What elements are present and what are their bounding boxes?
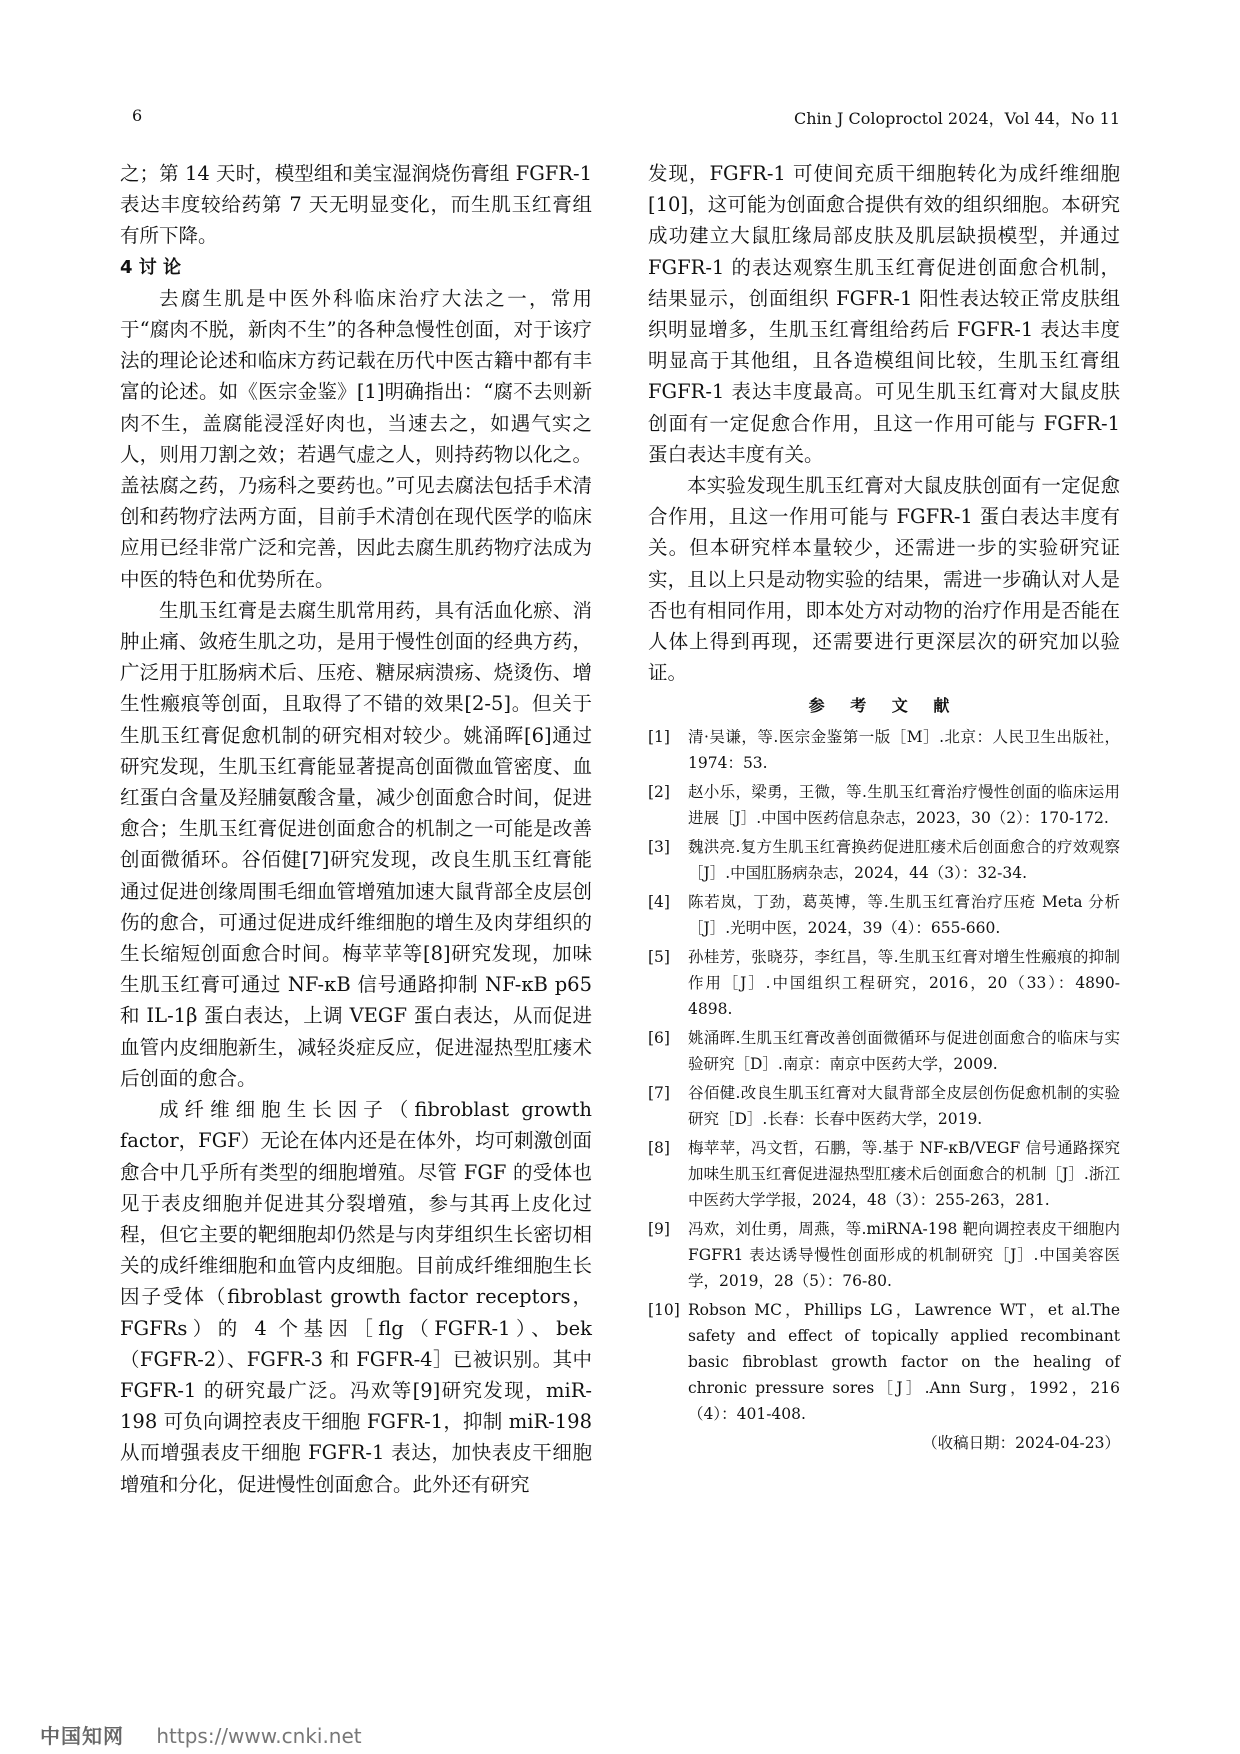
reference-text: 孙桂芳，张晓芬，李红昌，等.生肌玉红膏对增生性瘢痕的抑制作用［J］.中国组织工程研究，2016，20（33）：4890-4898. [688,948,1120,1019]
reference-text: 冯欢，刘仕勇，周燕，等.miRNA-198 靶向调控表皮干细胞内 FGFR1 表达诱导慢性创面形成的机制研究［J］.中国美容医学，2019，28（5）：76-80. [688,1220,1120,1291]
reference-item [648,834,1120,886]
received-date: （收稿日期：2024-04-23） [922,1434,1120,1453]
reference-text: 谷佰健.改良生肌玉红膏对大鼠背部全皮层创伤促愈机制的实验研究［D］.长春：长春中医药大学，2019. [688,1084,1120,1129]
page-number: 6 [132,106,143,125]
left-column [120,158,592,1528]
reference-number: [6] [648,1029,670,1048]
reference-number: [7] [648,1084,670,1103]
reference-item [648,1025,1120,1077]
footer-url[interactable]: https://www.cnki.net [156,1724,362,1748]
reference-item [648,724,1120,776]
paragraph: 成纤维细胞生长因子（fibroblast growth factor，FGF）无论在体内还是在体外，均可刺激创面愈合中几乎所有类型的细胞增殖。尽管 FGF 的受体也见于表皮细胞并促进其分裂增殖，参与其再上皮化过程，但它主要的靶细胞却仍然是与肉芽组织生长密切相关的成纤维细胞和血管内皮细胞。目前成纤维细胞生长因子受体（fibroblast growth factor receptors，FGFRs）的 4 个基因［flg（FGFR-1）、bek（FGFR-2）、FGFR-3 和 FGFR-4］已被识别。其中 FGFR-1 的研究最广泛。冯欢等[9]研究发现，miR-198 可负向调控表皮干细胞 FGFR-1，抑制 miR-198 从而增强表皮干细胞 FGFR-1 表达，加快表皮干细胞增殖和分化，促进慢性创面愈合。此外还有研究 [120,1098,592,1496]
paragraph: 去腐生肌是中医外科临床治疗大法之一，常用于“腐肉不脱，新肉不生”的各种急慢性创面，对于该疗法的理论论述和临床方药记载在历代中医古籍中都有丰富的论述。如《医宗金鉴》[1]明确指出：“腐不去则新肉不生，盖腐能浸淫好肉也，当速去之，如遇气实之人，则用刀割之效；若遇气虚之人，则持药物以化之。盖祛腐之药，乃疡科之要药也。”可见去腐法包括手术清创和药物疗法两方面，目前手术清创在现代医学的临床应用已经非常广泛和完善，因此去腐生肌药物疗法成为中医的特色和优势所在。 [120,286,592,591]
reference-number: [1] [648,728,670,747]
references-heading: 参 考 文 献 [808,696,960,716]
reference-text: Robson MC，Phillips LG，Lawrence WT，et al.The safety and effect of topically applied recombinant basic fibroblast growth factor on the healing of chronic pressure sores［J］.Ann Surg，1992，216（4）：401-408. [688,1301,1120,1424]
paragraph: 之；第 14 天时，模型组和美宝湿润烧伤膏组 FGFR-1 表达丰度较给药第 7 天无明显变化，而生肌玉红膏组有所下降。 [120,162,592,248]
reference-text: 赵小乐，梁勇，王微，等.生肌玉红膏治疗慢性创面的临床运用进展［J］.中国中医药信息杂志，2023，30（2）：170-172. [688,783,1120,828]
reference-text: 姚涌晖.生肌玉红膏改善创面微循环与促进创面愈合的临床与实验研究［D］.南京：南京中医药大学，2009. [688,1029,1120,1074]
reference-text: 陈若岚，丁劲，葛英博，等.生肌玉红膏治疗压疮 Meta 分析［J］.光明中医，2024，39（4）：655-660. [688,893,1120,938]
reference-item [648,1297,1120,1427]
reference-item [648,1216,1120,1294]
paragraph: 生肌玉红膏是去腐生肌常用药，具有活血化瘀、消肿止痛、敛疮生肌之功，是用于慢性创面的经典方药，广泛用于肛肠病术后、压疮、糖尿病溃疡、烧烫伤、增生性瘢痕等创面，且取得了不错的效果[2-5]。但关于生肌玉红膏促愈机制的研究相对较少。姚涌晖[6]通过研究发现，生肌玉红膏能显著提高创面微血管密度、血红蛋白含量及羟脯氨酸含量，减少创面愈合时间，促进愈合；生肌玉红膏促进创面愈合的机制之一可能是改善创面微循环。谷佰健[7]研究发现，改良生肌玉红膏能通过促进创缘周围毛细血管增殖加速大鼠背部全皮层创伤的愈合，可通过促进成纤维细胞的增生及肉芽组织的生长缩短创面愈合时间。梅苹苹等[8]研究发现，加味生肌玉红膏可通过 NF-κB 信号通路抑制 NF-κB p65 和 IL-1β 蛋白表达，上调 VEGF 蛋白表达，从而促进血管内皮细胞新生，减轻炎症反应，促进湿热型肛瘘术后创面的愈合。 [120,598,592,1090]
reference-list [648,724,1120,1427]
paragraph: 本实验发现生肌玉红膏对大鼠皮肤创面有一定促愈合作用，且这一作用可能与 FGFR-1 蛋白表达丰度有关。但本研究样本量较少，还需进一步的实验研究证实，且以上只是动物实验的结果，需进一步确认对人是否也有相同作用，即本处方对动物的治疗作用是否能在人体上得到再现，还需要进行更深层次的研究加以验证。 [648,474,1120,685]
footer-watermark [40,1720,362,1748]
right-column [648,158,1120,1598]
reference-number: [5] [648,948,670,967]
reference-text: 清·吴谦，等.医宗金鉴第一版［M］.北京：人民卫生出版社，1974：53. [688,728,1120,773]
reference-item [648,944,1120,1022]
reference-item [648,1080,1120,1132]
reference-number: [8] [648,1139,670,1158]
paragraph: 发现，FGFR-1 可使间充质干细胞转化为成纤维细胞[10]，这可能为创面愈合提供有效的组织细胞。本研究成功建立大鼠肛缘局部皮肤及肌层缺损模型，并通过 FGFR-1 的表达观察生肌玉红膏促进创面愈合机制，结果显示，创面组织 FGFR-1 阳性表达较正常皮肤组织明显增多，生肌玉红膏组给药后 FGFR-1 表达丰度明显高于其他组，且各造模组间比较，生肌玉红膏组 FGFR-1 表达丰度最高。可见生肌玉红膏对大鼠皮肤创面有一定促愈合作用，且这一作用可能与 FGFR-1 蛋白表达丰度有关。 [648,162,1120,466]
reference-number: [2] [648,783,670,802]
journal-info: Chin J Coloproctol 2024，Vol 44，No 11 [793,109,1120,128]
reference-number: [4] [648,893,670,912]
reference-item [648,889,1120,941]
section-heading: 4 讨 论 [120,256,182,278]
reference-number: [9] [648,1220,670,1239]
cnki-logo: 中国知网 [40,1724,124,1748]
reference-number: [3] [648,838,670,857]
reference-text: 梅苹苹，冯文哲，石鹏，等.基于 NF-κB/VEGF 信号通路探究加味生肌玉红膏促进湿热型肛瘘术后创面愈合的机制［J］.浙江中医药大学学报，2024，48（3）：255-263，281. [688,1139,1120,1210]
reference-text: 魏洪亮.复方生肌玉红膏换药促进肛瘘术后创面愈合的疗效观察［J］.中国肛肠病杂志，2024，44（3）：32-34. [688,838,1120,883]
page-header [132,106,1120,132]
reference-item [648,779,1120,831]
reference-item [648,1135,1120,1213]
reference-number: [10] [648,1301,680,1320]
